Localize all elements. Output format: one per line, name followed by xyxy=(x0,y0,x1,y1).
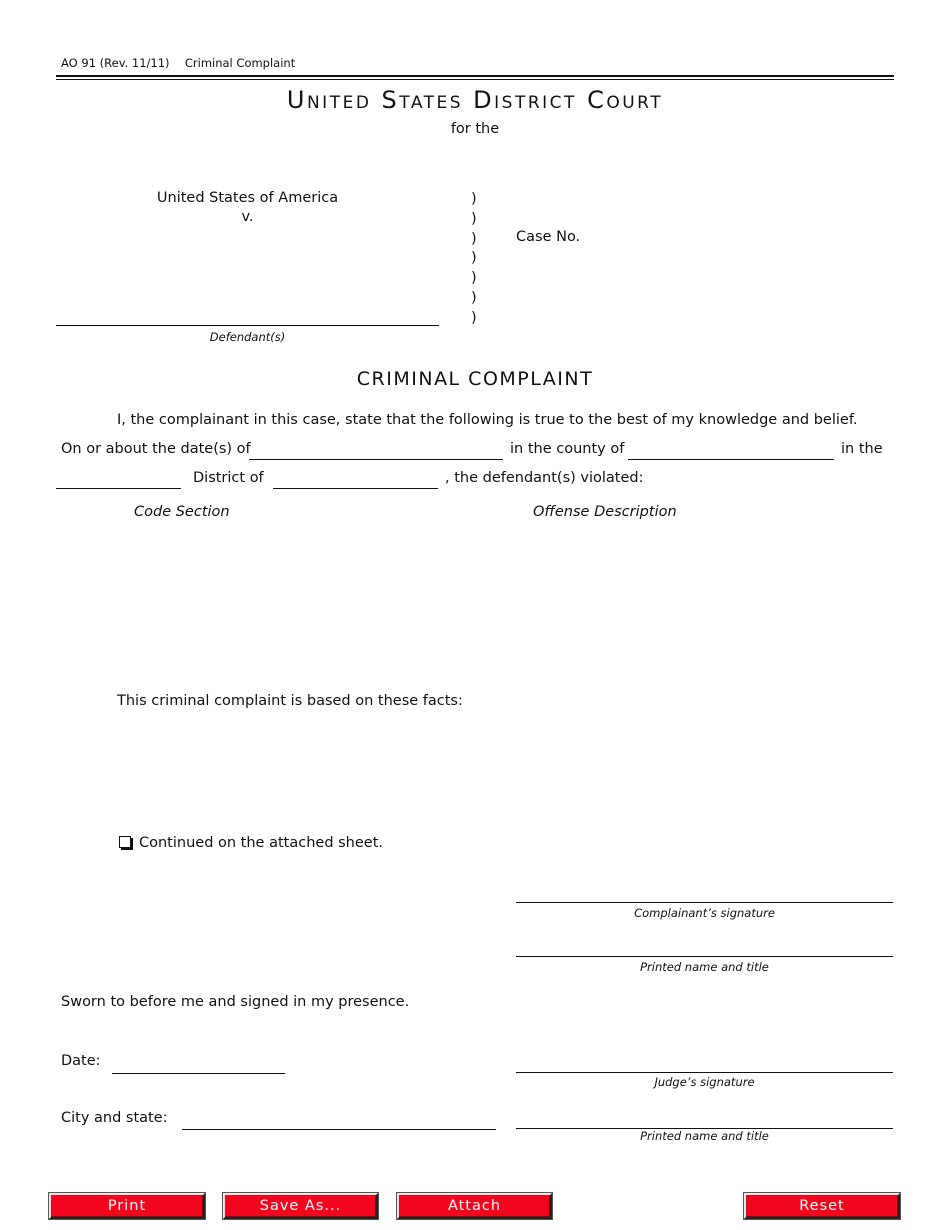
in-the-label: in the xyxy=(841,441,883,457)
paren: ) xyxy=(471,309,477,326)
continued-label: Continued on the attached sheet. xyxy=(139,835,384,851)
paren: ) xyxy=(471,230,477,247)
complainant-signature-input[interactable] xyxy=(516,885,893,903)
county-input[interactable] xyxy=(628,442,834,460)
defendant-label: Defendant(s) xyxy=(209,330,286,344)
sworn-text: Sworn to before me and signed in my presence. xyxy=(61,994,410,1010)
judge-signature-label: Judge’s signature xyxy=(654,1075,755,1089)
paren: ) xyxy=(471,191,477,207)
paren: ) xyxy=(471,210,477,227)
save-as-button[interactable]: Save As... xyxy=(223,1193,378,1219)
date-input[interactable] xyxy=(112,1056,285,1074)
date-of-offense-input[interactable] xyxy=(249,442,503,460)
facts-input[interactable] xyxy=(61,716,895,830)
complainant-signature-label: Complainant’s signature xyxy=(634,906,775,920)
paren: ) xyxy=(471,250,477,267)
code-section-input[interactable] xyxy=(61,528,305,682)
on-or-about-label: On or about the date(s) of xyxy=(61,441,251,457)
case-no-label: Case No. xyxy=(516,229,581,245)
city-state-label: City and state: xyxy=(61,1110,168,1126)
reset-button[interactable]: Reset xyxy=(744,1193,900,1219)
caption-parens xyxy=(471,190,477,329)
district-direction-input[interactable] xyxy=(56,471,181,489)
complainant-printed-input[interactable] xyxy=(516,939,893,957)
form-header xyxy=(61,56,295,70)
plaintiff-name: United States of America xyxy=(156,190,339,206)
court-subtitle: for the xyxy=(450,121,500,137)
complainant-printed-label: Printed name and title xyxy=(640,960,769,974)
header-rule-top xyxy=(56,75,894,77)
date-label: Date: xyxy=(61,1053,101,1069)
form-title: Criminal Complaint xyxy=(184,56,296,70)
judge-signature-input[interactable] xyxy=(516,1055,893,1073)
county-label: in the county of xyxy=(510,441,625,457)
offense-description-label: Offense Description xyxy=(533,504,677,520)
complaint-intro: I, the complainant in this case, state that the following is true to the best of my knowledge and belief. xyxy=(117,412,858,428)
city-state-input[interactable] xyxy=(182,1112,496,1130)
print-button[interactable]: Print xyxy=(49,1193,205,1219)
paren: ) xyxy=(471,270,477,287)
district-of-label: District of xyxy=(193,470,264,486)
continued-checkbox-row[interactable] xyxy=(119,835,383,851)
code-section-label: Code Section xyxy=(134,504,230,520)
header-rule-bottom xyxy=(56,79,894,80)
defendant-input[interactable] xyxy=(56,308,439,326)
judge-printed-label: Printed name and title xyxy=(640,1129,769,1143)
paren: ) xyxy=(471,289,477,306)
complaint-heading: CRIMINAL COMPLAINT xyxy=(356,368,594,390)
facts-label: This criminal complaint is based on these facts: xyxy=(117,693,463,709)
case-number-input[interactable] xyxy=(590,225,890,242)
district-input[interactable] xyxy=(273,471,438,489)
judge-printed-input[interactable] xyxy=(516,1111,893,1129)
form-id: AO 91 (Rev. 11/11) xyxy=(61,56,170,70)
offense-description-input[interactable] xyxy=(420,528,894,682)
checkbox-icon[interactable] xyxy=(119,836,131,848)
defendant-violated-label: , the defendant(s) violated: xyxy=(445,470,644,486)
versus: v. xyxy=(241,209,254,225)
attach-button[interactable]: Attach xyxy=(397,1193,552,1219)
court-title: United States District Court xyxy=(286,86,664,114)
